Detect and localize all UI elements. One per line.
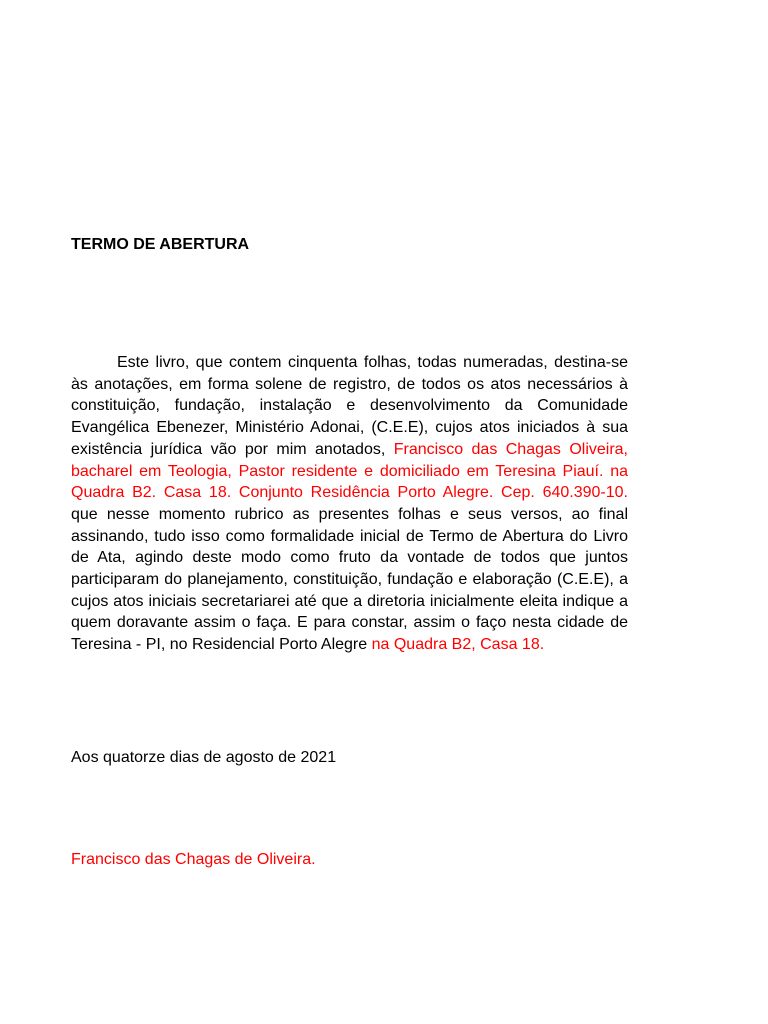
paragraph-highlight-address: na Quadra B2, Casa 18. <box>371 636 545 654</box>
signature-line: Francisco das Chagas de Oliveira. <box>71 851 316 868</box>
paragraph-highlight-author: Francisco das Chagas Oliveira, bacharel em Teologia, Pastor residente e domiciliado em Teresina Piauí. na Quadra B2. Casa 18. Conjunto Residência Porto Alegre. Cep. 640.390-10. <box>71 440 629 502</box>
paragraph-text-part-3: que nesse momento rubrico as presentes folhas e seus versos, ao final assinando, tudo isso como formalidade inicial de Termo de Abertura do Livro de Ata, agindo deste modo como fruto da vontade de todos que juntos participaram do planejamento, constituição, fundação e elaboração (C.E.E), a cujos atos iniciais secretariarei até que a diretoria inicialmente eleita indique a quem doravante assim o faça. E para constar, assim o faço nesta cidade de Teresina - PI, no Residencial Porto Alegre <box>71 505 628 654</box>
paragraph-text-part-1: Este livro, que contem cinquenta folhas, todas numeradas, destina-se às anotações, em forma solene de registro, de todos os atos necessários à constituição, fundação, instalação e desenvolvimento da Comunidade Evangélica Ebenezer, Ministério Adonai, (C.E.E), cujos atos iniciados à sua existência jurídica vão por mim anotados, <box>71 354 628 458</box>
document-body-paragraph <box>71 352 628 656</box>
document-title: TERMO DE ABERTURA <box>71 236 250 253</box>
date-line: Aos quatorze dias de agosto de 2021 <box>71 749 337 766</box>
